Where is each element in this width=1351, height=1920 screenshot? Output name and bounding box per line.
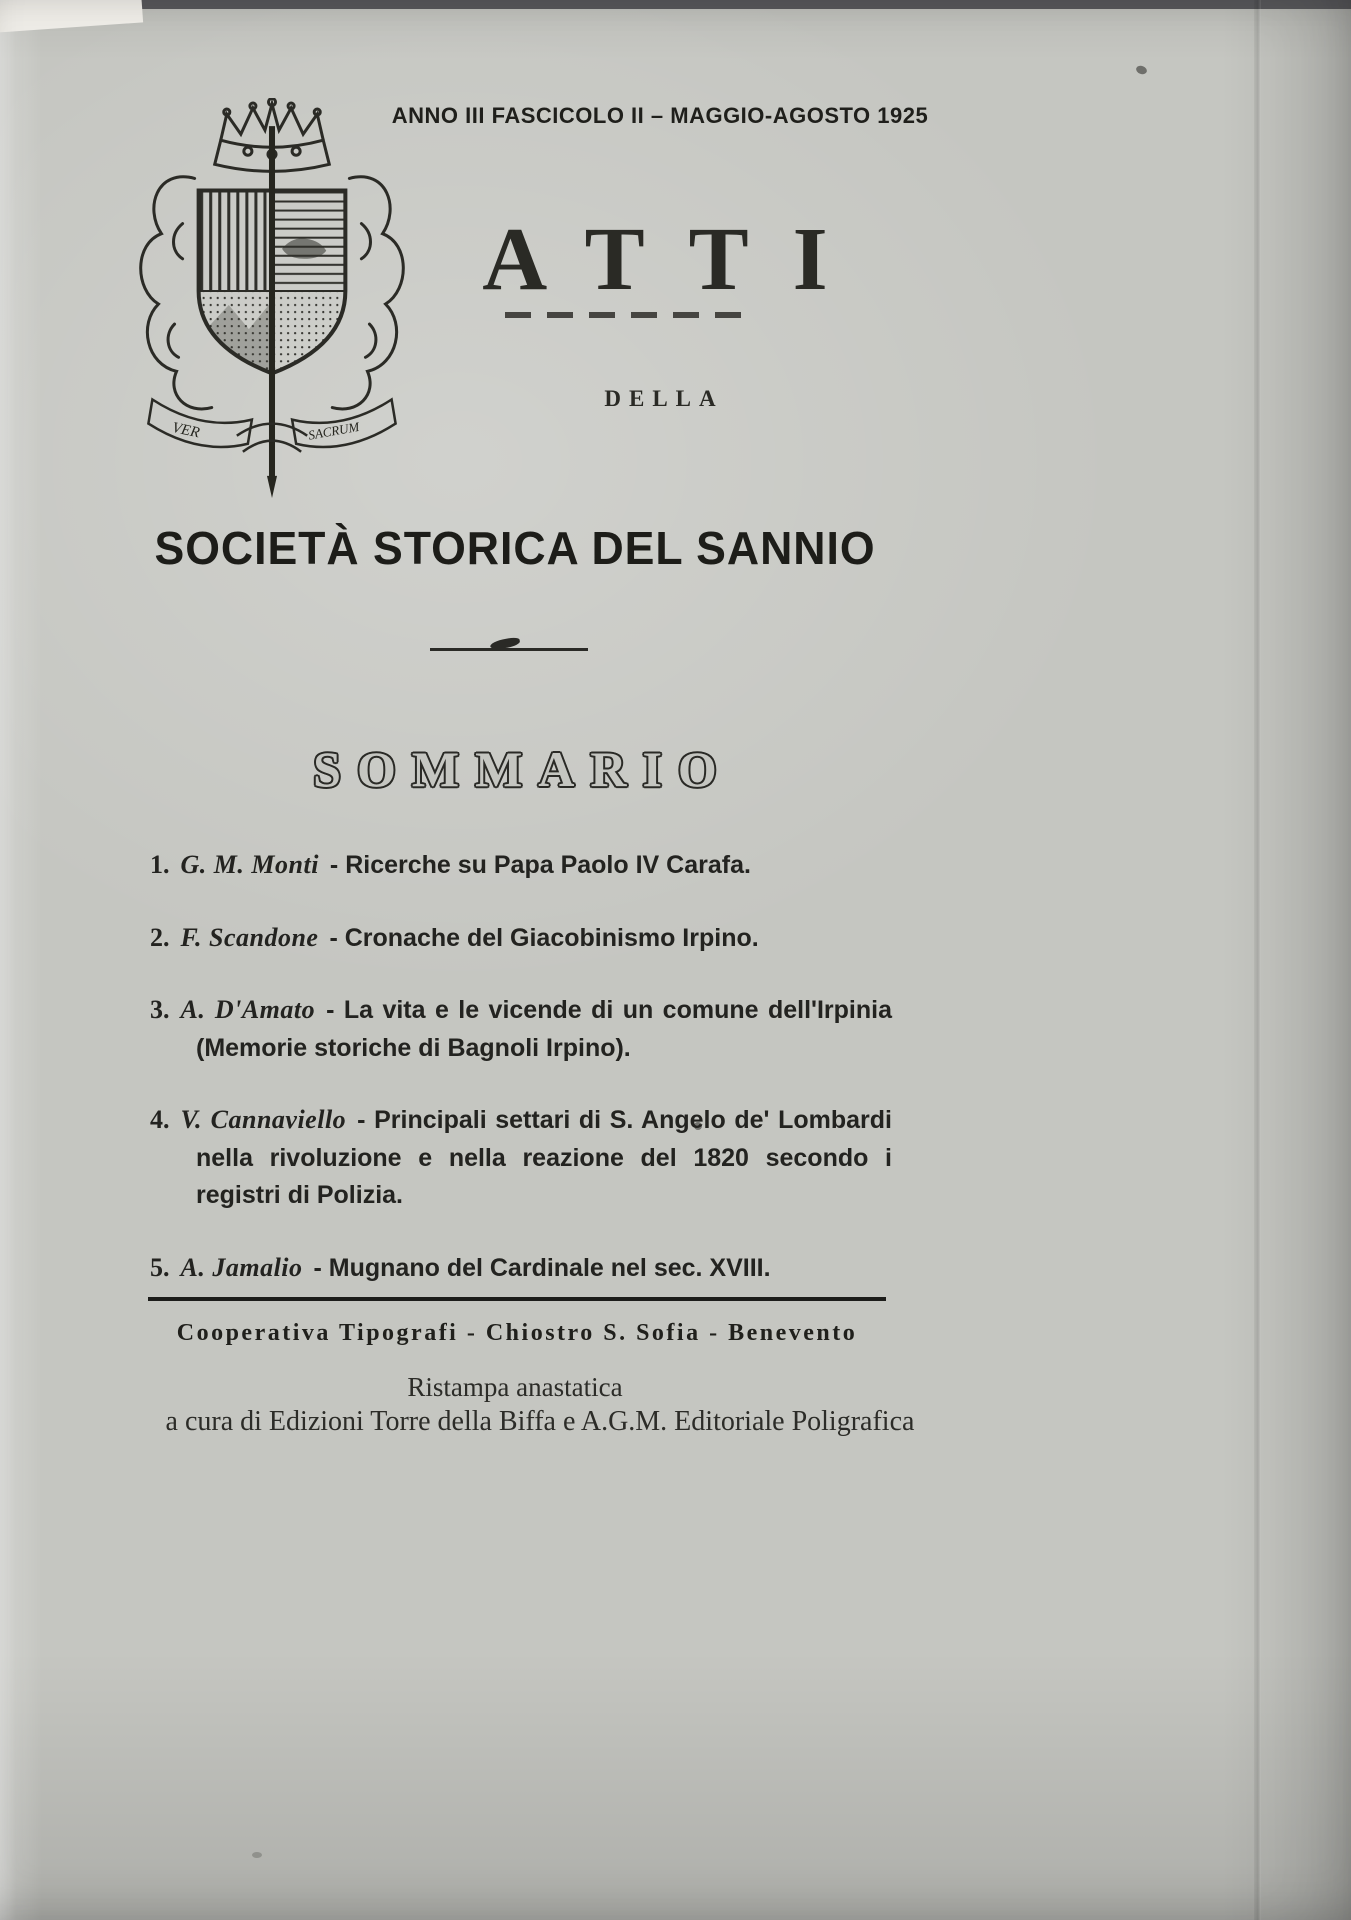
toc-item	[150, 918, 892, 958]
toc-item-title: - Ricerche su Papa Paolo IV Carafa.	[329, 851, 751, 879]
title-underline	[505, 312, 755, 318]
scan-top-edge	[14, 0, 1351, 9]
toc-item	[150, 1100, 892, 1215]
sommario-heading: SOMMARIO	[313, 741, 733, 797]
toc-item-author: A. Jamalio	[180, 1252, 303, 1282]
toc-item	[150, 990, 892, 1067]
paper-stain	[252, 1852, 262, 1858]
toc-item-number: 2.	[150, 922, 170, 952]
motto-ver-text: VER	[170, 419, 202, 442]
toc-item	[150, 1248, 892, 1288]
toc-item-title: - La vita e le vicende di un comune dell'Irpinia (Memorie storiche di Bagnoli Irpino).	[196, 996, 892, 1062]
toc-item-author: F. Scandone	[180, 922, 319, 952]
toc-item-number: 4.	[150, 1105, 170, 1134]
main-title: ATTI	[482, 210, 872, 309]
toc-item-number: 3.	[150, 995, 170, 1024]
reprint-credit-line: a cura di Edizioni Torre della Biffa e A.G.M. Editoriale Poligrafica	[165, 1406, 915, 1437]
motto-sacrum-text: SACRUM	[307, 418, 361, 443]
scan-corner-highlight	[0, 0, 143, 34]
toc-item-number: 5.	[150, 1252, 170, 1282]
toc-list	[150, 845, 892, 1320]
toc-item-title: - Principali settari di S. Angelo de' Lombardi nella rivoluzione e nella reazione del 1820 secondo i registri di Polizia.	[196, 1106, 892, 1209]
coat-of-arms-graphic	[116, 98, 428, 500]
toc-item-title: - Cronache del Giacobinismo Irpino.	[329, 923, 759, 952]
toc-item-number: 1.	[150, 850, 170, 879]
toc-item	[150, 845, 892, 885]
ornament-divider	[430, 648, 588, 651]
issue-line: ANNO III FASCICOLO II – MAGGIO-AGOSTO 1925	[391, 103, 929, 128]
toc-item-author: G. M. Monti	[180, 850, 319, 879]
footer-rule	[148, 1297, 886, 1301]
coat-of-arms	[116, 98, 428, 500]
reprint-line: Ristampa anastatica	[407, 1372, 623, 1402]
toc-item-author: V. Cannaviello	[180, 1105, 347, 1134]
paper-crease	[1254, 0, 1261, 1920]
paper-stain	[1135, 64, 1148, 75]
title-preposition: DELLA	[604, 386, 724, 411]
publisher-line: Cooperativa Tipografi - Chiostro S. Sofia - Benevento	[176, 1320, 858, 1346]
toc-item-author: A. D'Amato	[180, 995, 316, 1024]
society-title: SOCIETÀ STORICA DEL SANNIO	[154, 522, 876, 574]
toc-item-title: - Mugnano del Cardinale nel sec. XVIII.	[313, 1253, 771, 1282]
